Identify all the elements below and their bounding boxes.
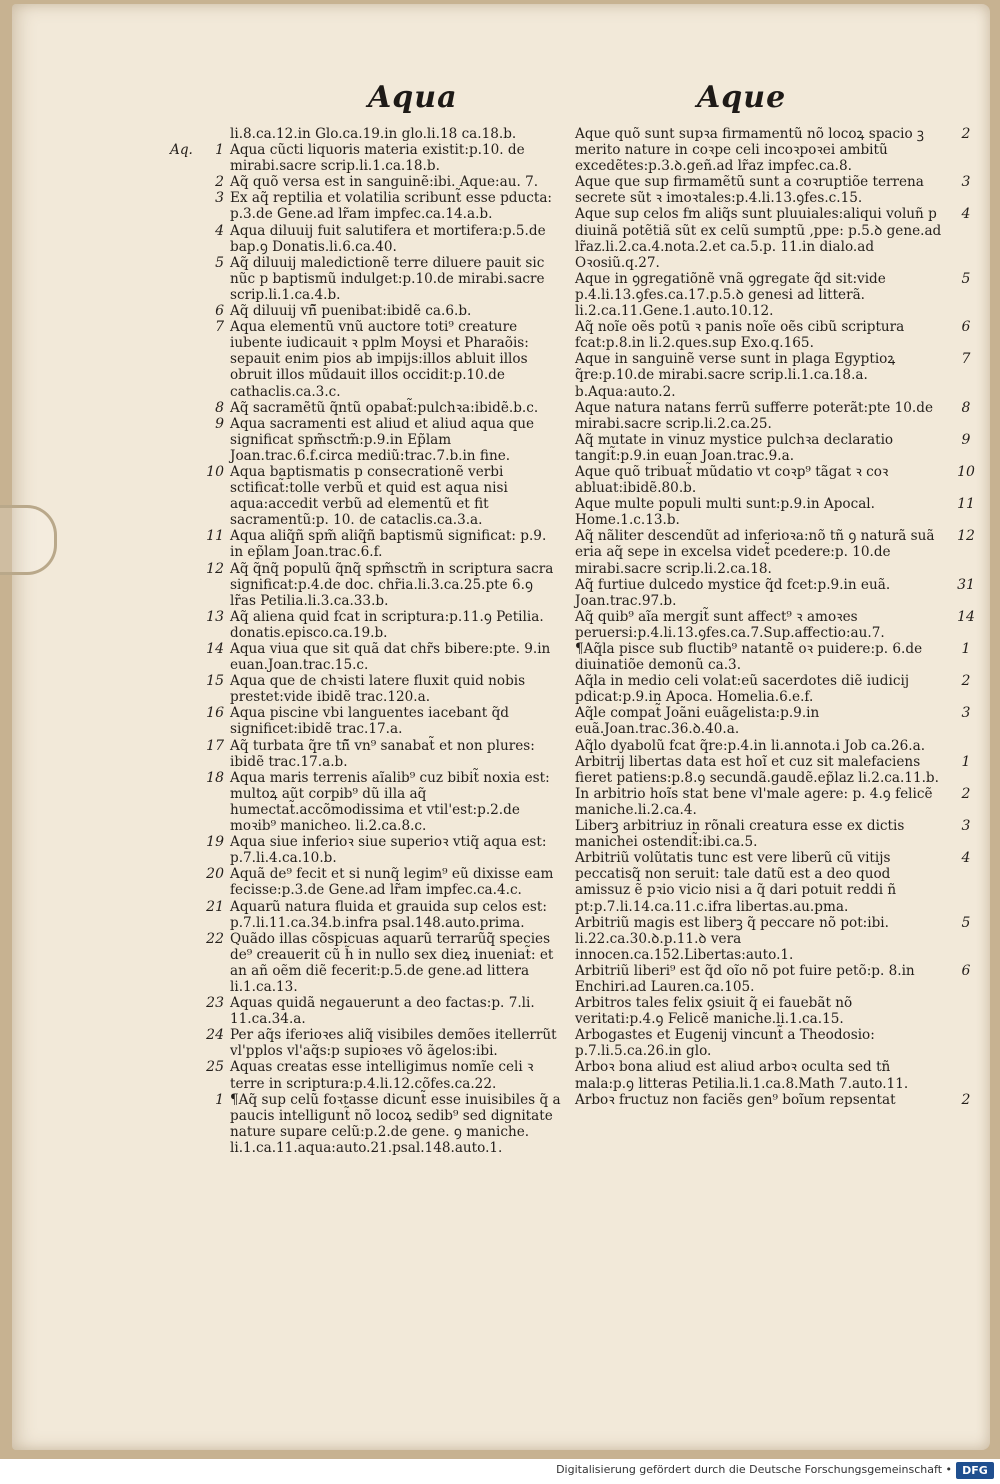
entry-number: 17: [206, 737, 224, 754]
index-entry: [565, 738, 985, 754]
index-entry: [565, 1027, 985, 1059]
index-entry: [176, 770, 562, 834]
entry-number: 24: [206, 1027, 224, 1044]
dfg-logo: DFG: [956, 1462, 994, 1479]
entry-text: Arbitriũ volũtatis tunc est vere liberũ cũ vitijs peccatisq̃ non seruit: tale datũ est a deo quod amissuz ẽ pꝛio vicio nisi a q̃ dari potuit reddi ñ pt:p.7.li.14.ca.11.c.ifra libertas.au.pma.: [575, 850, 897, 915]
entry-number: 2: [961, 785, 971, 802]
entry-text: Arbitros tales felix ꝯsiuit q̃ ei fauebãt nõ veritati:p.4.ꝯ Felicẽ maniche.li.1.ca.15.: [575, 995, 853, 1028]
entry-text: Aque quõ sunt supꝛa firmamentũ nõ locoꝝ spacio ꝫ merito nature in coꝛpe celi incoꝛpoꝛei ambitũ excedẽtes:p.3.ꝺ.geñ.ad lr̃az impfec.ca.8.: [575, 126, 924, 175]
index-entry: [176, 255, 562, 303]
index-entry: [565, 963, 985, 995]
index-entry: [565, 432, 985, 464]
index-entry: [176, 1027, 562, 1059]
entry-text: Aque in ꝯgregatiõnẽ vnã ꝯgregate q̃d sit:vide p.4.li.13.ꝯfes.ca.17.p.5.ꝺ genesi ad litterã. li.2.ca.11.Gene.1.auto.10.12.: [575, 270, 886, 320]
entry-text: Arbogastes et Eugenij vincunt̃ a Theodosio: p.7.li.5.ca.26.in glo.: [575, 1027, 875, 1060]
entry-number: 3: [961, 174, 971, 191]
entry-number: 15: [206, 673, 224, 690]
entry-number: 14: [957, 608, 975, 625]
entry-number: 18: [206, 769, 224, 786]
entry-text: Aque que sup firmamẽtũ sunt a coꝛruptiõe terrena secrete sũt ꝛ imoꝛtales:p.4.li.13.ꝯfes.c.15.: [575, 174, 924, 207]
entry-number: 3: [961, 705, 971, 722]
entry-text: Aqua siue inferioꝛ siue superioꝛ vtiq̃ aqua est: p.7.li.4.ca.10.b.: [230, 834, 547, 867]
index-entry: [176, 528, 562, 560]
index-entry: [176, 464, 562, 528]
index-entry: [565, 641, 985, 673]
entry-number: 2: [215, 174, 224, 191]
entry-text: Aqua que de chꝛisti latere fluxit quid nobis prestet:vide ibidẽ trac.120.a.: [230, 673, 526, 706]
entry-text: Aquas quidã negauerunt a deo factas:p. 7.li. 11.ca.34.a.: [230, 995, 535, 1028]
index-entry: [565, 528, 985, 576]
index-entry: [565, 786, 985, 818]
right-column: [565, 126, 985, 1108]
entry-text: Aqua viua que sit quã dat chr̃s bibere:pte. 9.in euan.Joan.trac.15.c.: [230, 641, 551, 674]
entry-number: 7: [215, 319, 224, 336]
index-entry: [565, 496, 985, 528]
entry-number: 5: [215, 254, 224, 271]
entry-text: Aque multe populi multi sunt:p.9.in Apocal. Home.1.c.13.b.: [575, 496, 875, 529]
entry-text: Arbitrij libertas data est hoĩ et cuz sit malefaciens fieret patiens:p.8.ꝯ secundã.gaudẽ.ep̃laz li.2.ca.11.b.: [575, 753, 939, 786]
index-entry: [176, 1092, 562, 1156]
index-entry: [176, 223, 562, 255]
index-entry: [565, 400, 985, 432]
index-entry: [565, 754, 985, 786]
entry-number: 11: [206, 528, 224, 545]
entry-number: 8: [961, 399, 971, 416]
index-entry: [176, 561, 562, 609]
entry-number: 10: [206, 463, 224, 480]
entry-number: 11: [957, 496, 975, 513]
left-column: [170, 126, 562, 1156]
entry-number: 19: [206, 834, 224, 851]
entry-text: Aq̃ turbata q̃re tñ̃ vn⁹ sanabat̃ et non plures: ibidẽ trac.17.a.b.: [230, 737, 535, 770]
index-entry: [176, 609, 562, 641]
entry-number: 22: [206, 930, 224, 947]
index-entry: [565, 995, 985, 1027]
entry-number: 13: [206, 608, 224, 625]
entry-text: Aqua piscine vbi languentes iacebant q̃d significet:ibidẽ trac.17.a.: [230, 705, 509, 738]
entry-text: Arboꝛ bona aliud est aliud arboꝛ oculta sed tñ mala:p.ꝯ litteras Petilia.li.1.ca.8.Math 7.auto.11.: [575, 1059, 909, 1092]
index-entry: [565, 850, 985, 914]
index-entry: [176, 995, 562, 1027]
entry-text: Aq̃ aliena quid fcat in scriptura:p.11.ꝯ Petilia. donatis.episco.ca.19.b.: [230, 608, 544, 641]
index-entry: [565, 206, 985, 270]
entry-text: Aq̃ quõ versa est in sanguinẽ:ibi. Aque:au. 7.: [230, 174, 539, 191]
entry-text: Aqua maris terrenis aĩalib⁹ cuz bibit̃ noxia est: multoꝝ aũt corpib⁹ dũ illa aq̃ humectat̃.accõmodissima et vtil'est:p.2.de moꝛib⁹ manicheo. li.2.ca.8.c.: [230, 769, 550, 835]
index-entry: [565, 351, 985, 399]
entry-number: 1: [961, 641, 971, 657]
index-entry: [565, 577, 985, 609]
entry-number: 10: [957, 463, 975, 480]
entry-text: Aqua diluuij fuit salutifera et mortifera:p.5.de bap.ꝯ Donatis.li.6.ca.40.: [230, 222, 546, 255]
entry-text: Aqua elementũ vnũ auctore toti⁹ creature iubente iudicauit ꝛ pplm Moysi et Pharaõis: sepauit enim pios ab impijs:illos abluit illos obruit illos mũdauit illos occidit:p.10.de cathaclis.ca.3.c.: [230, 319, 529, 400]
entry-text: Aquã de⁹ fecit et si nunq̃ legim⁹ eũ dixisse eam fecisse:p.3.de Gene.ad lr̃am impfec.ca.4.c.: [230, 866, 554, 899]
entry-text: Aq̃la in medio celi volat:eũ sacerdotes diẽ iudicij pdicat:p.9.in Apoca. Homelia.6.e.f.: [575, 673, 910, 706]
entry-number: 5: [961, 914, 971, 931]
entry-number: 16: [206, 705, 224, 722]
entry-number: 1: [215, 1091, 224, 1108]
entry-text: Aqua sacramenti est aliud et aliud aqua que significat spm̃sctm̃:p.9.in Ep̃lam Joan.trac.6.f.circa mediũ:trac.7.b.in fine.: [230, 415, 535, 464]
index-entry: [565, 609, 985, 641]
index-entry: [176, 303, 562, 319]
index-entry: [565, 1059, 985, 1091]
entry-number: 3: [961, 818, 971, 835]
index-entry: [176, 834, 562, 866]
entry-text: Per aq̃s iferioꝛes aliq̃ visibiles demões itellerrũt vl'pplos vl'aq̃s:p supioꝛes võ ãgelos:ibi.: [230, 1027, 557, 1060]
index-entry: [565, 1092, 985, 1108]
entry-number: 6: [215, 303, 224, 320]
entry-text: Aqua baptismatis p consecrationẽ verbi sctificat̃:tolle verbũ et quid est aqua nisi aqua:accedit verbũ ad elementũ et fit sacramentũ:p. 10. de cataclis.ca.3.a.: [230, 463, 508, 529]
entry-text: Aq̃ diluuij vñ̃ puenibat:ibidẽ ca.6.b.: [230, 303, 472, 320]
index-entry: [176, 190, 562, 222]
index-entry: [565, 271, 985, 319]
index-entry: [176, 738, 562, 770]
index-entry: [565, 319, 985, 351]
entry-number: 14: [206, 641, 224, 657]
book-clasp: [0, 505, 57, 575]
entry-number: 3: [215, 190, 224, 207]
index-entry: [170, 142, 562, 175]
entry-number: 9: [961, 431, 971, 448]
entry-text: Aq̃ mutate in vinuz mystice pulchꝛa declaratio tangit̃:p.9.in euan Joan.trac.9.a.: [575, 431, 894, 464]
index-entry: [176, 400, 562, 416]
index-entry: [176, 416, 562, 464]
index-entry: [176, 931, 562, 995]
index-entry: [565, 673, 985, 705]
entry-number: 4: [215, 222, 224, 239]
entry-number: 2: [961, 126, 971, 142]
entry-number: 12: [206, 560, 224, 577]
entry-text: Aqua aliq̃ñ spm̃ aliq̃ñ baptismũ significat: p.9. in ep̃lam Joan.trac.6.f.: [230, 528, 547, 561]
entry-text: Aq̃ quib⁹ aĩa mergit̃ sunt affect⁹ ꝛ amoꝛes peruersi:p.4.li.13.ꝯfes.ca.7.Sup.affectio:au.7.: [575, 608, 885, 641]
entry-text: Ex aq̃ reptilia et volatilia scribunt̃ esse pducta: p.3.de Gene.ad lr̃am impfec.ca.14.a.b.: [230, 190, 553, 223]
index-entry: [565, 174, 985, 206]
entry-text: Arboꝛ fructuz non faciẽs gen⁹ boĩum repsentat: [575, 1091, 896, 1108]
entry-number: 20: [206, 866, 224, 883]
entry-text: Aque natura natans ferrũ sufferre poterãt:pte 10.de mirabi.sacre scrip.li.2.ca.25.: [575, 399, 933, 432]
entry-number: 6: [961, 962, 971, 979]
index-entry: [176, 1059, 562, 1091]
index-entry: [176, 673, 562, 705]
entry-number: 1: [215, 142, 224, 159]
entry-text: Quãdo illas cõspicuas aquarũ terrarũq̃ species de⁹ creauerit cũ h̃ in nullo sex dieꝝ inueniat̃: et an añ oẽm diẽ fecerit:p.5.de gene.ad littera li.1.ca.13.: [230, 930, 554, 995]
index-entry: [176, 641, 562, 673]
entry-number: 4: [961, 850, 971, 867]
entry-text: ¶Aq̃la pisce sub fluctib⁹ natantẽ oꝛ puidere:p. 6.de diuinatiõe demonũ ca.3.: [575, 641, 923, 674]
entry-text: Arbitriũ magis est liberꝫ q̃ peccare nõ pot:ibi. li.22.ca.30.ꝺ.p.11.ꝺ vera innocen.ca.152.Libertas:auto.1.: [575, 914, 889, 963]
entry-number: 7: [961, 351, 971, 368]
index-entry: [565, 464, 985, 496]
entry-number: 6: [961, 319, 971, 336]
entry-text: Aque sup celos fm aliq̃s sunt pluuiales:aliqui voluñ p diuinã potẽtiã sũt ex celũ sumptũ ,ppe: p.5.ꝺ gene.ad lr̃az.li.2.ca.4.nota.2.et ca.5.p. 11.in dialo.ad Oꝛosiũ.q.27.: [575, 206, 942, 271]
entry-text: Aq̃ diluuij maledictionẽ terre diluere pauit sic nũc p baptismũ indulget:p.10.de mirabi.sacre scrip.li.1.ca.4.b.: [230, 254, 545, 303]
index-entry: [565, 126, 985, 174]
entry-text: Aq̃ nãliter descendũt ad inferioꝛa:nõ tñ ꝯ naturã suã eria aq̃ sepe in excelsa videt̃ pcedere:p. 10.de mirabi.sacre scrip.li.2.ca.18.: [575, 528, 935, 577]
entry-text: Aq̃le compat̃ Joãni euãgelista:p.9.in euã.Joan.trac.36.ꝺ.40.a.: [575, 705, 820, 738]
index-entry: [176, 866, 562, 898]
index-entry: [565, 818, 985, 850]
entry-text: Aq̃lo dyabolũ fcat q̃re:p.4.in li.annota.i Job ca.26.a.: [575, 737, 926, 754]
entry-number: 21: [206, 898, 224, 915]
entry-number: 4: [961, 206, 971, 223]
entry-text: Aquarũ natura fluida et grauida sup celos est: p.7.li.11.ca.34.b.infra psal.148.auto.prima.: [230, 898, 547, 931]
entry-text: Aq̃ sacramẽtũ q̃ntũ opabat̃:pulchꝛa:ibidẽ.b.c.: [230, 399, 539, 416]
index-entry: [176, 319, 562, 399]
entry-text: ¶Aq̃ sup celũ foꝛtasse dicunt̃ esse inuisibiles q̃ a paucis intelligunt̃ nõ locoꝝ sedib⁹ sed dignitate nature supare celũ:p.2.de gene. ꝯ maniche. li.1.ca.11.aqua:auto.21.psal.148.auto.1.: [230, 1091, 561, 1156]
running-head-right: Aque: [697, 80, 787, 115]
entry-text: Aqua cũcti liquoris materia existit:p.10. de mirabi.sacre scrip.li.1.ca.18.b.: [230, 142, 525, 175]
entry-text: Aque in sanguinẽ verse sunt in plaga Egyptioꝝ q̃re:p.10.de mirabi.sacre scrip.li.1.ca.18.a. b.Aqua:auto.2.: [575, 351, 896, 400]
index-entry: [176, 126, 562, 142]
entry-text: Aque quõ tribuat̃ mũdatio vt coꝛp⁹ tãgat ꝛ coꝛ abluat:ibidẽ.80.b.: [575, 463, 889, 497]
index-entry: [176, 899, 562, 931]
entry-text: Aq̃ furtiue dulcedo mystice q̃d fcet:p.9.in euã. Joan.trac.97.b.: [575, 576, 891, 609]
entry-number: 9: [215, 415, 224, 432]
entry-text: Aq̃ q̃nq̃ populũ q̃nq̃ spm̃sctm̃ in scriptura sacra significat:p.4.de doc. chr̃ia.li.3.ca.25.pte 6.ꝯ lr̃as Petilia.li.3.ca.33.b.: [230, 560, 554, 609]
entry-number: 25: [206, 1059, 224, 1076]
entry-text: Liberꝫ arbitriuz in rõnali creatura esse ex dictis manichei ostendit̃:ibi.ca.5.: [575, 818, 905, 851]
index-entry: [176, 174, 562, 190]
entry-number: 12: [957, 528, 975, 545]
entry-number: 2: [961, 673, 971, 690]
running-head-left: Aqua: [368, 80, 458, 115]
entry-text: Aq̃ noĩe oẽs potũ ꝛ panis noĩe oẽs cibũ scriptura fcat:p.8.in li.2.ques.sup Exo.q.165.: [575, 319, 905, 352]
index-entry: [176, 705, 562, 737]
entry-text: li.8.ca.12.in Glo.ca.19.in glo.li.18 ca.18.b.: [230, 126, 517, 142]
entry-number: 1: [961, 753, 971, 770]
entry-text: In arbitrio hoĩs stat bene vl'male agere: p. 4.ꝯ felicẽ maniche.li.2.ca.4.: [575, 785, 933, 818]
entry-number: 5: [961, 270, 971, 287]
entry-number: 23: [206, 995, 224, 1012]
index-entry: [565, 705, 985, 737]
entry-text: Aquas creatas esse intelligimus nomĩe celi ꝛ terre in scriptura:p.4.li.12.cõfes.ca.22.: [230, 1059, 534, 1092]
index-entry: [565, 915, 985, 963]
entry-number: 8: [215, 399, 224, 416]
entry-number: 2: [961, 1091, 971, 1108]
entry-number: 31: [957, 576, 975, 593]
footer-credit: Digitalisierung gefördert durch die Deutsche Forschungsgemeinschaft •: [556, 1463, 952, 1476]
entry-key: Aq.: [170, 142, 193, 159]
entry-text: Arbitriũ liberi⁹ est q̃d oĩo nõ pot fuire petõ:p. 8.in Enchiri.ad Lauren.ca.105.: [575, 962, 915, 995]
